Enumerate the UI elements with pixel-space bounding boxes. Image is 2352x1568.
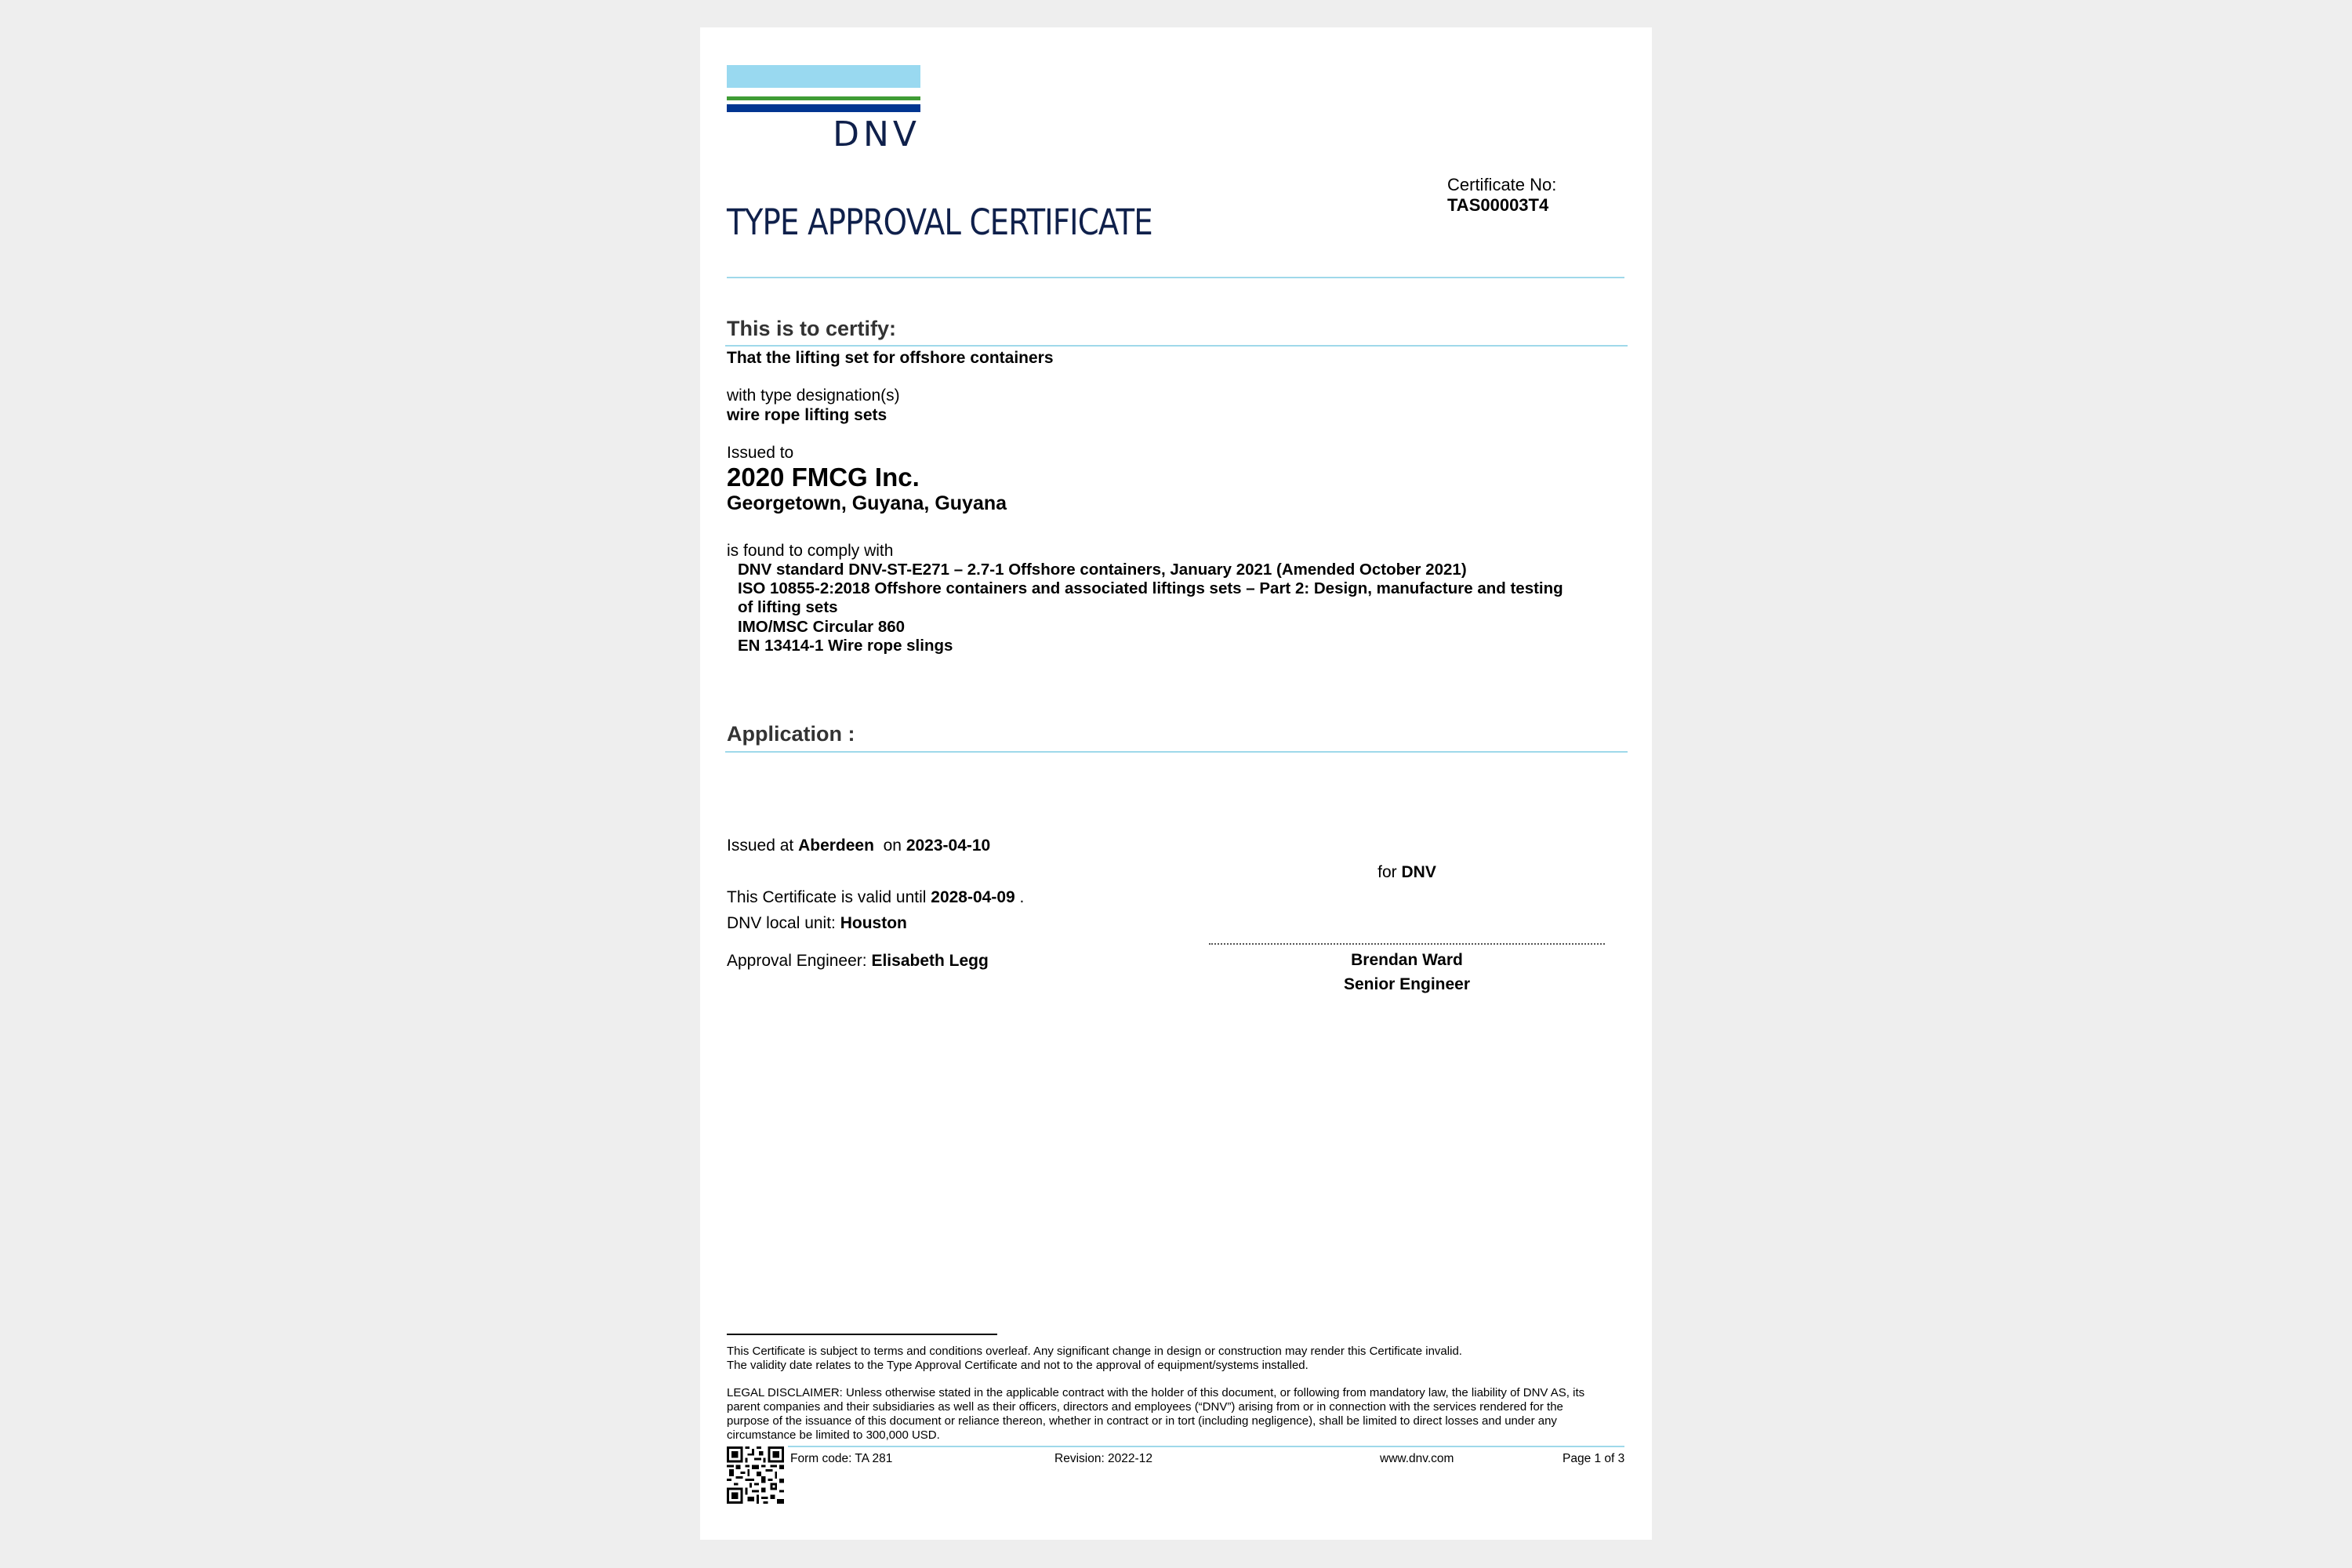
page-indicator: Page 1 of 3 [1563, 1452, 1625, 1465]
terms-line-1: This Certificate is subject to terms and conditions overleaf. Any significant change in design or construction may render this Certificate invalid. [727, 1345, 1462, 1358]
type-designation-label: with type designation(s) [727, 387, 900, 405]
certificate-no-value: TAS00003T4 [1447, 195, 1549, 215]
logo-wordmark: DNV [833, 114, 920, 154]
local-unit-value: Houston [840, 914, 907, 932]
issue-date: 2023-04-10 [906, 837, 991, 855]
application-heading: Application : [727, 722, 855, 746]
local-unit-label: DNV local unit: [727, 914, 836, 932]
standard-item: IMO/MSC Circular 860 [738, 618, 906, 636]
signatory-name: Brendan Ward [1351, 951, 1463, 969]
revision: Revision: 2022-12 [1054, 1452, 1152, 1465]
issued-at-place: Aberdeen [798, 837, 874, 855]
issued-at-line [727, 837, 990, 855]
for-org-line [1209, 863, 1605, 882]
for-org: DNV [1401, 863, 1436, 881]
disclaimer-line: purpose of the issuance of this document or reliance thereon, whether in contract or in tort (including negligence), shall be limited to direct losses and under any [727, 1414, 1557, 1428]
certify-subject: That the lifting set for offshore containers [727, 349, 1054, 367]
standard-item: ISO 10855-2:2018 Offshore containers and associated liftings sets – Part 2: Design, manufacture and testing [738, 579, 1563, 597]
type-designation-value: wire rope lifting sets [727, 406, 887, 424]
standard-item: DNV standard DNV-ST-E271 – 2.7-1 Offshore containers, January 2021 (Amended October 2021) [738, 561, 1467, 579]
terms-line-2: The validity date relates to the Type Approval Certificate and not to the approval of equipment/systems installed. [727, 1359, 1308, 1372]
issued-to-label: Issued to [727, 444, 794, 462]
certify-divider [725, 345, 1628, 347]
certify-heading: This is to certify: [727, 317, 897, 340]
company-name: 2020 FMCG Inc. [727, 463, 920, 492]
certificate-no-label: Certificate No: [1447, 175, 1557, 194]
standard-item: EN 13414-1 Wire rope slings [738, 637, 953, 655]
valid-until-label: This Certificate is valid until [727, 888, 927, 906]
approval-engineer-label: Approval Engineer: [727, 952, 867, 970]
certificate-page [700, 27, 1652, 1540]
disclaimer-line: parent companies and their subsidiaries as well as their officers, directors and employees (“DNV”) arising from or in connection with the services rendered for the [727, 1400, 1563, 1414]
logo-sky-bar [727, 65, 920, 88]
logo-green-bar [727, 96, 920, 100]
issued-at-label: Issued at [727, 837, 794, 855]
disclaimer-line: LEGAL DISCLAIMER: Unless otherwise stated in the applicable contract with the holder of this document, or following from mandatory law, the liability of DNV AS, its [727, 1386, 1585, 1399]
comply-label: is found to comply with [727, 542, 894, 560]
application-divider [725, 751, 1628, 753]
qr-code-icon [727, 1446, 784, 1504]
company-address: Georgetown, Guyana, Guyana [727, 492, 1007, 514]
signatory-title: Senior Engineer [1343, 975, 1471, 993]
valid-until-date: 2028-04-09 [931, 888, 1015, 906]
for-label: for [1377, 863, 1397, 881]
valid-until-suffix: . [1019, 888, 1025, 906]
standard-item-continued: of lifting sets [738, 598, 838, 616]
form-code: Form code: TA 281 [790, 1452, 893, 1465]
local-unit-line [727, 914, 907, 933]
valid-until-line [727, 888, 1024, 907]
footer-divider [788, 1446, 1624, 1447]
issued-on-label: on [883, 837, 902, 855]
disclaimer-line: circumstance be limited to 300,000 USD. [727, 1428, 940, 1442]
website-link[interactable]: www.dnv.com [1380, 1452, 1454, 1465]
signature-line [1209, 943, 1605, 945]
approval-engineer-line [727, 952, 989, 971]
logo-navy-bar [727, 104, 920, 112]
document-title: TYPE APPROVAL CERTIFICATE [727, 201, 1152, 243]
approval-engineer-name: Elisabeth Legg [871, 952, 989, 970]
footnote-rule [727, 1334, 997, 1335]
header-divider [727, 277, 1624, 278]
